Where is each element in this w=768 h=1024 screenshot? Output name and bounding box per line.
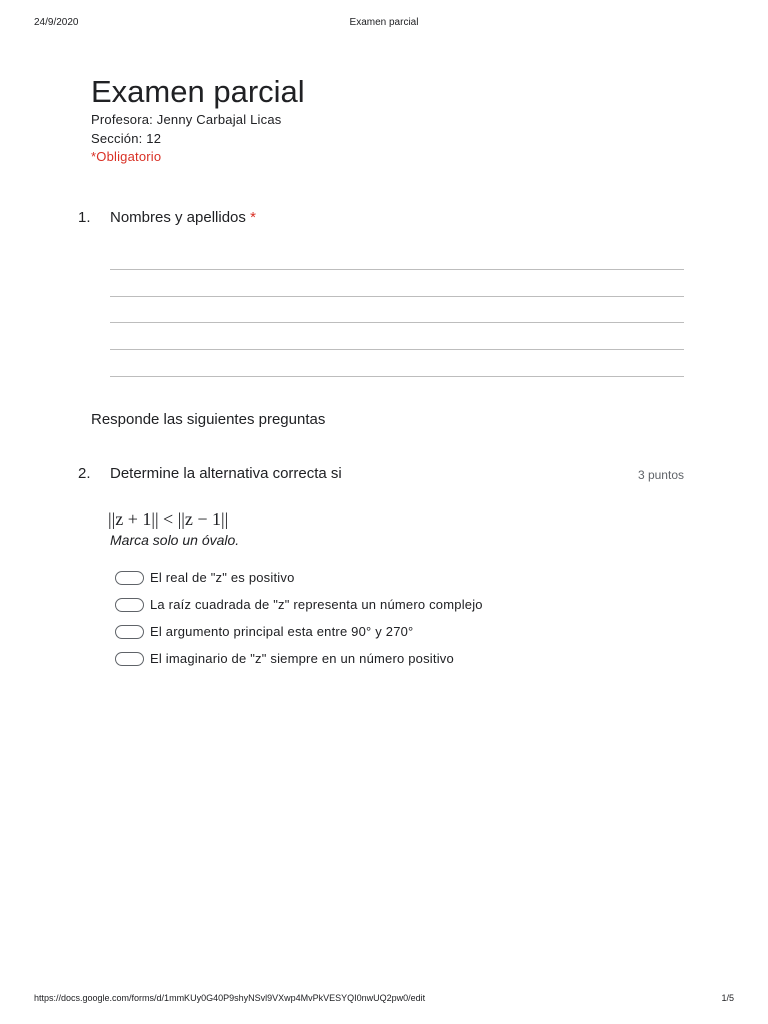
print-date: 24/9/2020 bbox=[34, 17, 79, 28]
option-label: El imaginario de "z" siempre en un número positivo bbox=[150, 651, 454, 666]
answer-line[interactable] bbox=[110, 296, 684, 297]
option-label: El real de "z" es positivo bbox=[150, 570, 295, 585]
print-footer bbox=[34, 993, 734, 1007]
formula: ||z + 1|| < ||z − 1|| bbox=[108, 509, 229, 529]
radio-oval[interactable] bbox=[115, 571, 144, 585]
question-1-number: 1. bbox=[78, 209, 91, 226]
print-url: https://docs.google.com/forms/d/1mmKUy0G40P9shyNSvl9VXwp4MvPkVESYQI0nwUQ2pw0/edit bbox=[34, 993, 426, 1003]
option-item[interactable] bbox=[115, 623, 413, 641]
option-item[interactable] bbox=[115, 596, 483, 614]
option-label: La raíz cuadrada de "z" representa un número complejo bbox=[150, 597, 483, 612]
print-title: Examen parcial bbox=[349, 17, 419, 28]
answer-line[interactable] bbox=[110, 269, 684, 270]
page-number: 1/5 bbox=[721, 993, 734, 1003]
question-2-text: Determine la alternativa correcta si bbox=[110, 465, 342, 482]
radio-oval[interactable] bbox=[115, 652, 144, 666]
form-title: Examen parcial bbox=[91, 74, 305, 109]
points-label: 3 puntos bbox=[637, 468, 684, 482]
print-header bbox=[34, 17, 734, 31]
professor-line: Profesora: Jenny Carbajal Licas bbox=[91, 112, 282, 127]
option-label: El argumento principal esta entre 90° y 270° bbox=[150, 624, 414, 639]
section-line: Sección: 12 bbox=[91, 131, 162, 146]
question-1-label: Nombres y apellidos bbox=[110, 209, 246, 226]
question-1-text bbox=[110, 208, 256, 228]
required-asterisk: * bbox=[250, 209, 256, 226]
required-note: *Obligatorio bbox=[91, 149, 162, 164]
answer-line[interactable] bbox=[110, 349, 684, 350]
section-description: Responde las siguientes preguntas bbox=[91, 411, 326, 428]
answer-line[interactable] bbox=[110, 376, 684, 377]
option-item[interactable] bbox=[115, 569, 295, 587]
answer-line[interactable] bbox=[110, 322, 684, 323]
radio-oval[interactable] bbox=[115, 625, 144, 639]
radio-oval[interactable] bbox=[115, 598, 144, 612]
option-item[interactable] bbox=[115, 650, 454, 668]
instruction-text: Marca solo un óvalo. bbox=[110, 532, 240, 548]
question-2-number: 2. bbox=[78, 465, 91, 482]
